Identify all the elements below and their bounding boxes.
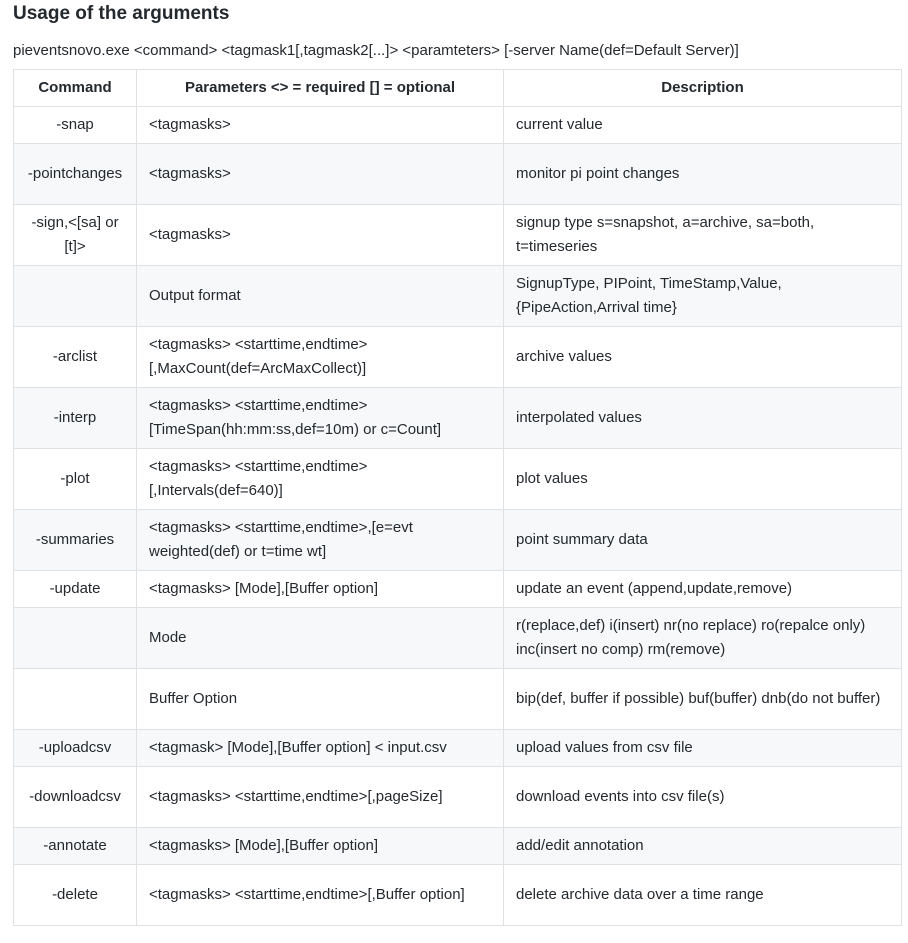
- description-cell: add/edit annotation: [504, 828, 902, 865]
- table-row: [14, 144, 902, 205]
- table-row: [14, 730, 902, 767]
- table-row: [14, 388, 902, 449]
- description-cell: r(replace,def) i(insert) nr(no replace) ro(repalce only) inc(insert no comp) rm(remove): [504, 608, 902, 669]
- command-cell: -interp: [14, 388, 137, 449]
- description-cell: monitor pi point changes: [504, 144, 902, 205]
- header-parameters: Parameters <> = required [] = optional: [137, 70, 504, 107]
- description-cell: delete archive data over a time range: [504, 865, 902, 926]
- header-description: Description: [504, 70, 902, 107]
- description-cell: update an event (append,update,remove): [504, 571, 902, 608]
- parameters-cell: <tagmasks> <starttime,endtime> [,MaxCount(def=ArcMaxCollect)]: [137, 327, 504, 388]
- parameters-cell: <tagmasks> <starttime,endtime>[,Buffer option]: [137, 865, 504, 926]
- parameters-cell: Buffer Option: [137, 669, 504, 730]
- description-cell: upload values from csv file: [504, 730, 902, 767]
- description-cell: bip(def, buffer if possible) buf(buffer) dnb(do not buffer): [504, 669, 902, 730]
- parameters-cell: Output format: [137, 266, 504, 327]
- table-row: [14, 327, 902, 388]
- command-cell: -update: [14, 571, 137, 608]
- table-row: [14, 828, 902, 865]
- parameters-cell: <tagmasks>: [137, 144, 504, 205]
- description-cell: signup type s=snapshot, a=archive, sa=both, t=timeseries: [504, 205, 902, 266]
- table-row: [14, 865, 902, 926]
- description-cell: current value: [504, 107, 902, 144]
- table-row: [14, 107, 902, 144]
- table-header-row: [14, 70, 902, 107]
- command-cell: -sign,<[sa] or [t]>: [14, 205, 137, 266]
- parameters-cell: Mode: [137, 608, 504, 669]
- description-cell: archive values: [504, 327, 902, 388]
- table-row: [14, 510, 902, 571]
- parameters-cell: <tagmasks> <starttime,endtime> [TimeSpan(hh:mm:ss,def=10m) or c=Count]: [137, 388, 504, 449]
- command-cell: -delete: [14, 865, 137, 926]
- command-cell: -uploadcsv: [14, 730, 137, 767]
- parameters-cell: <tagmasks> <starttime,endtime>,[e=evt weighted(def) or t=time wt]: [137, 510, 504, 571]
- section-heading: Usage of the arguments: [13, 3, 230, 24]
- table-row: [14, 266, 902, 327]
- command-cell: -pointchanges: [14, 144, 137, 205]
- table-row: [14, 571, 902, 608]
- parameters-cell: <tagmasks>: [137, 205, 504, 266]
- table-row: [14, 767, 902, 828]
- arguments-table: [13, 69, 902, 926]
- parameters-cell: <tagmasks> <starttime,endtime>[,pageSize]: [137, 767, 504, 828]
- description-cell: interpolated values: [504, 388, 902, 449]
- command-cell: [14, 608, 137, 669]
- parameters-cell: <tagmasks> [Mode],[Buffer option]: [137, 828, 504, 865]
- table-row: [14, 608, 902, 669]
- command-cell: -downloadcsv: [14, 767, 137, 828]
- description-cell: download events into csv file(s): [504, 767, 902, 828]
- description-cell: plot values: [504, 449, 902, 510]
- usage-line: pieventsnovo.exe <command> <tagmask1[,tagmask2[...]> <paramteters> [-server Name(def=Default Server)]: [13, 42, 739, 59]
- command-cell: -snap: [14, 107, 137, 144]
- table-row: [14, 669, 902, 730]
- parameters-cell: <tagmasks> [Mode],[Buffer option]: [137, 571, 504, 608]
- command-cell: -annotate: [14, 828, 137, 865]
- parameters-cell: <tagmasks> <starttime,endtime> [,Intervals(def=640)]: [137, 449, 504, 510]
- description-cell: SignupType, PIPoint, TimeStamp,Value, {PipeAction,Arrival time}: [504, 266, 902, 327]
- description-cell: point summary data: [504, 510, 902, 571]
- table-row: [14, 449, 902, 510]
- header-command: Command: [14, 70, 137, 107]
- parameters-cell: <tagmask> [Mode],[Buffer option] < input.csv: [137, 730, 504, 767]
- command-cell: -plot: [14, 449, 137, 510]
- command-cell: -arclist: [14, 327, 137, 388]
- parameters-cell: <tagmasks>: [137, 107, 504, 144]
- table-row: [14, 205, 902, 266]
- command-cell: [14, 669, 137, 730]
- command-cell: [14, 266, 137, 327]
- command-cell: -summaries: [14, 510, 137, 571]
